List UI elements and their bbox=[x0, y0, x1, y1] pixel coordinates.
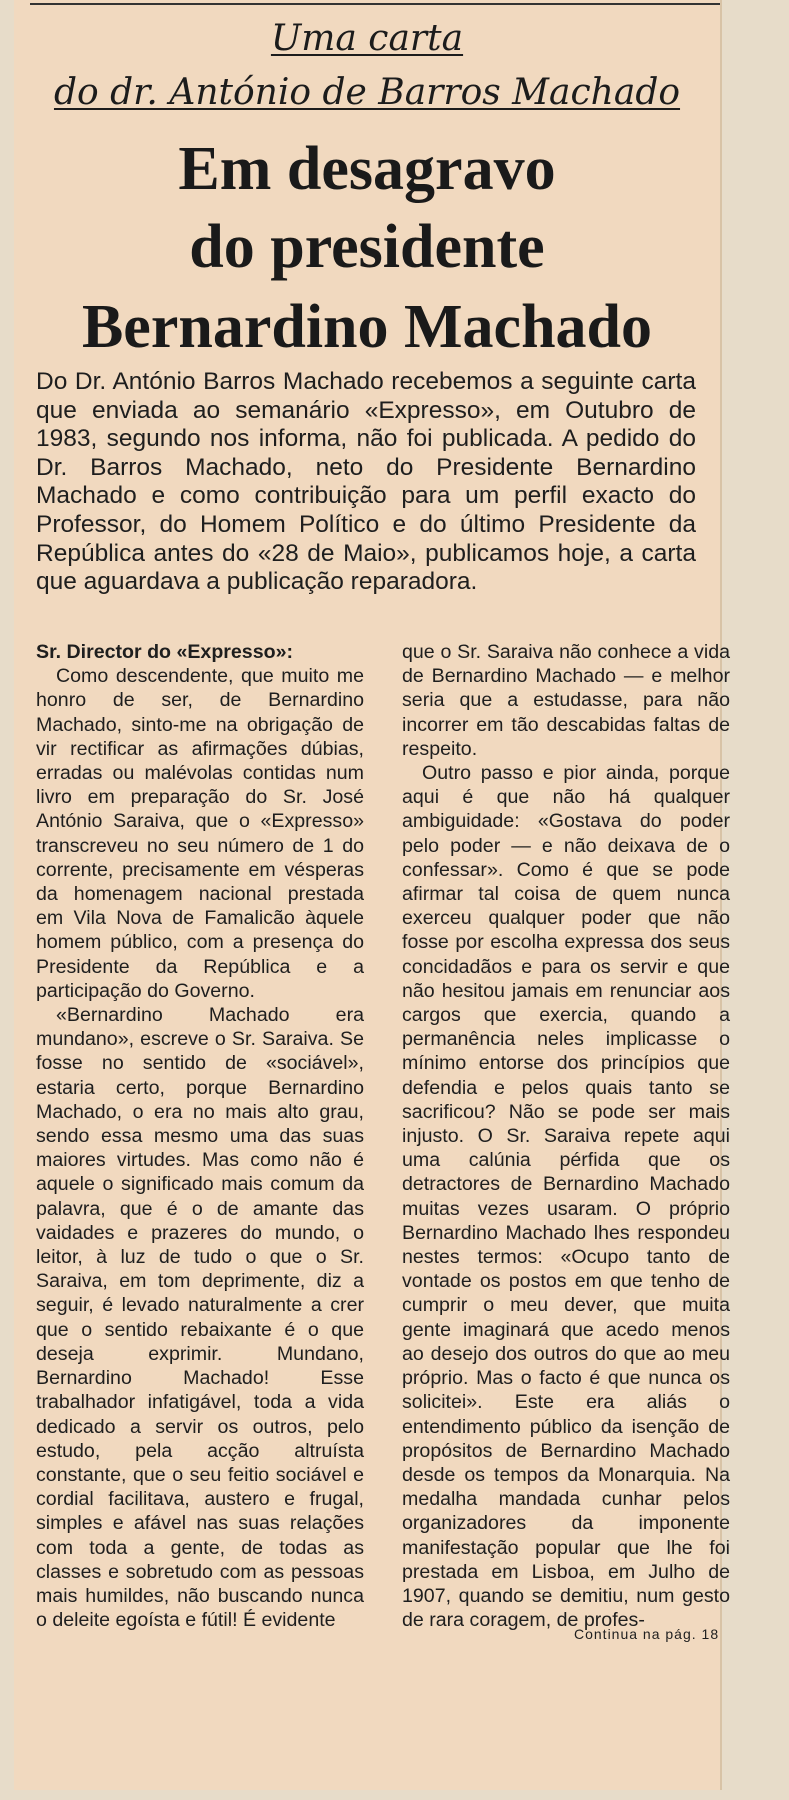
top-rule bbox=[30, 3, 720, 5]
salutation: Sr. Director do «Expresso»: bbox=[36, 641, 293, 663]
kicker-line-2: do dr. António de Barros Machado bbox=[53, 72, 681, 113]
left-paragraph-2: «Bernardino Machado era mundano», escreve o Sr. Saraiva. Se fosse no sentido de «sociável», estaria certo, porque Bernardino Machado, o era no mais alto grau, sendo essa mesmo uma das suas maiores virtudes. Mas como não é aquele o significado mais comum da palavra, que é o de amante das vaidades e prazeres do mundo, o leitor, à luz de tudo o que o Sr. Saraiva, em tom deprimente, diz a seguir, é levado naturalmente a crer que o sentido rebaixante é o que deseja exprimir. Mundano, Bernardino Machado! Esse trabalhador infatigável, toda a vida dedicado a servir os outros, pelo estudo, pela acção altruísta constante, que o seu feitio sociável e cordial facilitava, austero e frugal, simples e afável nas suas relações com toda a gente, de todas as classes e sobretudo com as pessoas mais humildes, não buscando nunca o deleite egoísta e fútil! É evidente bbox=[36, 1004, 364, 1632]
lead-paragraph: Do Dr. António Barros Machado recebemos a seguinte carta que enviada ao semanário «Expresso», em Outubro de 1983, segundo nos informa, não foi publicada. A pedido do Dr. Barros Machado, neto do Presidente Bernardino Machado e como contribuição para um perfil exacto do Professor, do Homem Político e do último Presidente da República antes do «28 de Maio», publicamos hoje, a carta que aguardava a publicação reparadora. bbox=[36, 368, 696, 596]
right-paragraph-2: Outro passo e pior ainda, porque aqui é que não há qualquer ambiguidade: «Gostava do poder pelo poder — e não deixava de o confessar». Como é que se pode afirmar tal coisa de quem nunca exerceu qualquer poder que não fosse por escolha expressa dos seus concidadãos e para os servir e que não hesitou jamais em renunciar aos cargos que exercia, quando a permanência neles implicasse o mínimo entorse dos princípios que defendia e pelos quais tanto se sacrificou? Não se pode ser mais injusto. O Sr. Saraiva repete aqui uma calúnia pérfida que os detractores de Bernardino Machado muitas vezes usaram. O próprio Bernardino Machado lhes respondeu nestes termos: «Ocupo tanto de vontade os postos em que tenho de cumprir o meu dever, que muita gente imaginará que acedo menos ao desejo dos outros do que ao meu próprio. Mas o facto é que nunca os solicitei». Este era aliás o entendimento público da isenção de propósitos de Bernardino Machado desde os tempos da Monarquia. Na medalha mandada cunhar pelos organizadores da imponente manifestação popular que lhe foi prestada em Lisboa, em Julho de 1907, quando se demitiu, num gesto de rara coragem, de profes- bbox=[402, 762, 730, 1632]
column-left bbox=[36, 640, 364, 1632]
continued-note: Continua na pág. 18 bbox=[574, 1626, 720, 1642]
newspaper-clipping bbox=[14, 0, 730, 1790]
column-right bbox=[402, 640, 730, 1632]
headline-line-2: do presidente bbox=[189, 213, 545, 281]
left-paragraph-1: Como descendente, que muito me honro de ser, de Bernardino Machado, sinto-me na obrigação de vir rectificar as afirmações dúbias, erradas ou malévolas contidas num livro em preparação do Sr. José António Saraiva, que o «Expresso» transcreveu no seu número de 1 do corrente, precisamente em vésperas da homenagem nacional prestada em Vila Nova de Famalicão àquele homem público, com a presença do Presidente da República e a participação do Governo. bbox=[36, 665, 364, 1002]
kicker-line-1: Uma carta bbox=[270, 18, 464, 59]
headline-line-1: Em desagravo bbox=[178, 135, 556, 203]
headline-line-3: Bernardino Machado bbox=[81, 293, 653, 361]
right-paragraph-1: que o Sr. Saraiva não conhece a vida de Bernardino Machado — e melhor seria que a estudasse, para não incorrer em tão descabidas faltas de respeito. bbox=[402, 641, 730, 760]
